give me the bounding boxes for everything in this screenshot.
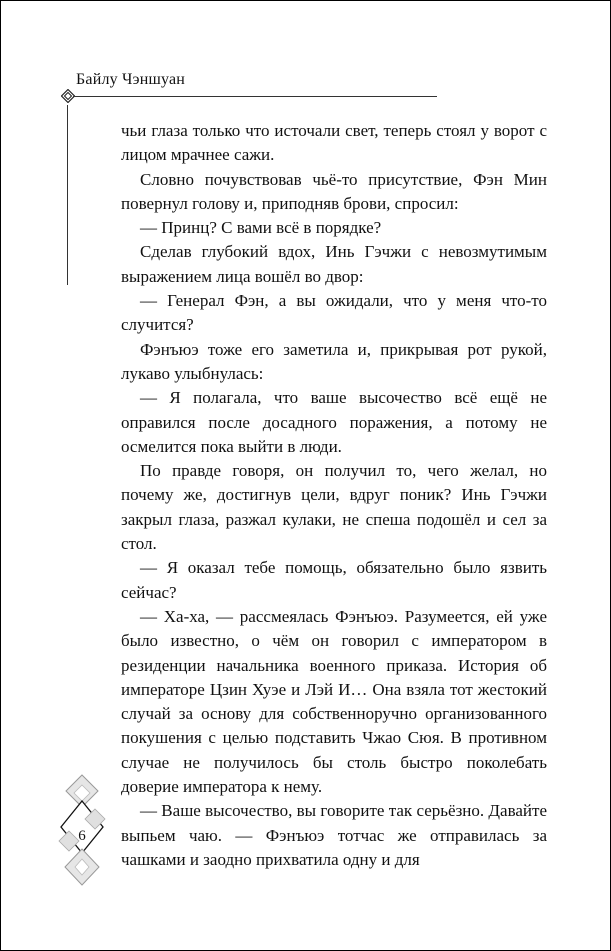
paragraph: чьи глаза только что источали свет, теперь стоял у ворот с лицом мрачнее сажи. — [121, 121, 547, 165]
paragraph: — Ваше высочество, вы говорите так серьёзно. Давайте выпьем чаю. — Фэнъюэ тотчас же отправилась за чашками и заодно прихватила одну и для — [121, 801, 547, 869]
margin-vertical-rule — [67, 105, 68, 285]
page-number: 6 — [78, 828, 86, 844]
paragraph: — Генерал Фэн, а вы ожидали, что у меня что-то случится? — [121, 291, 547, 335]
paragraph: — Я полагала, что ваше высочество всё ещё не оправился после досадного поражения, а потому не осмелится пока выйти в люди. — [121, 388, 547, 456]
paragraph: Фэнъюэ тоже его заметила и, прикрывая рот рукой, лукаво улыбнулась: — [121, 339, 547, 383]
paragraph: — Ха-ха, — рассмеялась Фэнъюэ. Разумеется, ей уже было известно, о чём он говорил с императором в резиденции начальника военного приказа. История об императоре Цзин Хуэе и Лэй И… Она взяла тот жестокий случай за основу для собственноручно организованного покушения с целью подставить Чжао Сюя. В противном случае не получилось бы столь быстро поколебать доверие императора к нему. — [121, 606, 547, 797]
body-text — [121, 119, 547, 872]
paragraph: — Принц? С вами всё в порядке? — [140, 218, 382, 238]
paragraph: Сделав глубокий вдох, Инь Гэчжи с невозмутимым выражением лица вошёл во двор: — [121, 242, 547, 286]
running-header-title: Байлу Чэншуан — [76, 71, 186, 88]
header-rule — [73, 96, 437, 97]
paragraph: — Я оказал тебе помощь, обязательно было язвить сейчас? — [121, 558, 547, 602]
paragraph: Словно почувствовав чьё-то присутствие, Фэн Мин повернул голову и, приподняв брови, спросил: — [121, 169, 547, 213]
paragraph: По правде говоря, он получил то, чего желал, но почему же, достигнув цели, вдруг поник? Инь Гэчжи закрыл глаза, разжал кулаки, не спеша подошёл и сел за стол. — [121, 461, 547, 554]
